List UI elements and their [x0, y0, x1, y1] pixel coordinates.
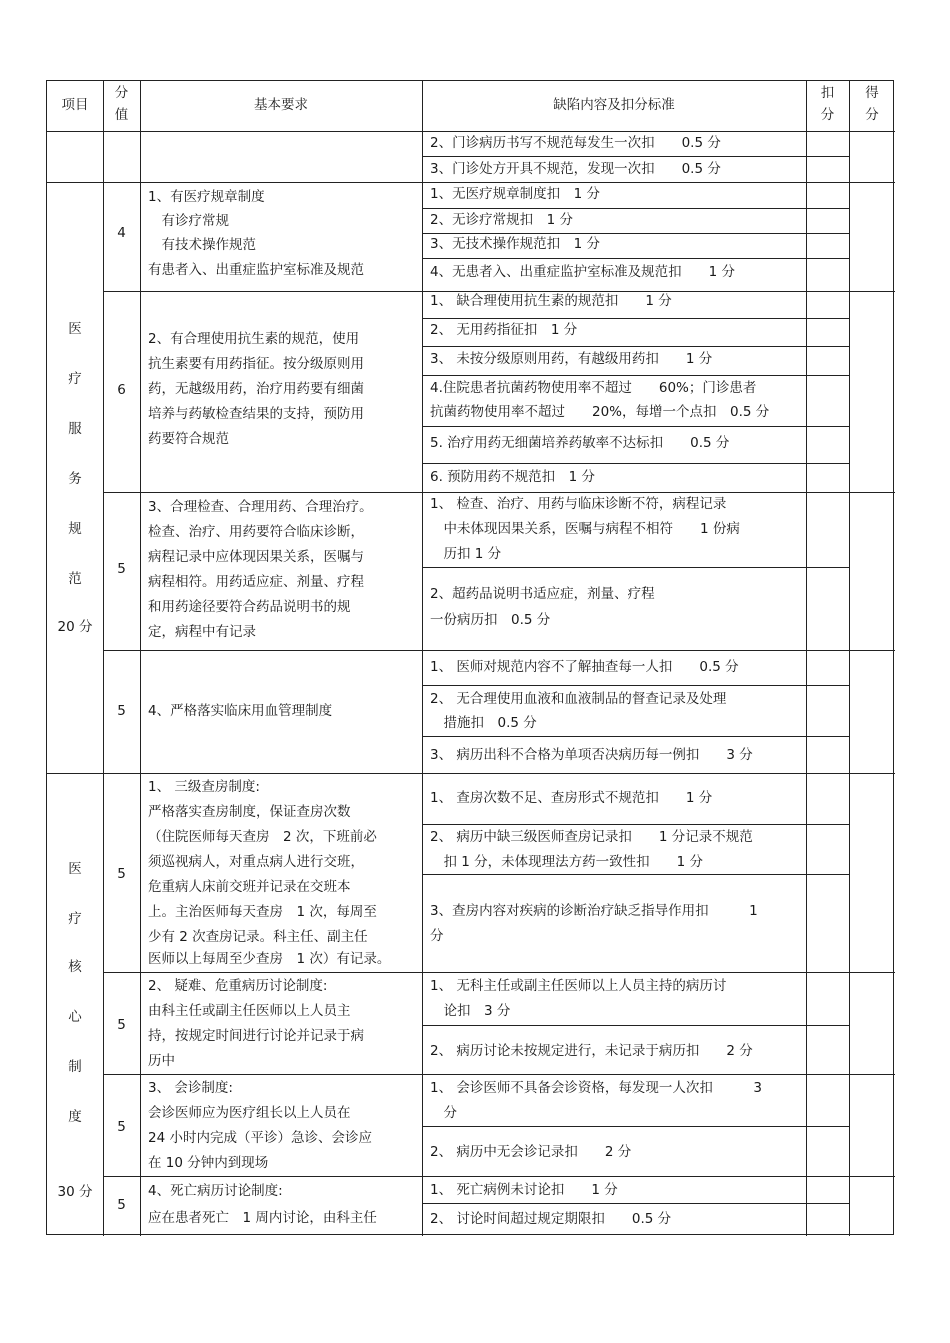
section-char: 疗 [68, 911, 82, 927]
subrow-line [422, 567, 849, 568]
header-got-bottom: 分 [865, 107, 879, 123]
defect-line: 措施扣 0.5 分 [430, 715, 537, 731]
defect-line: 3、 未按分级原则用药，有越级用药扣 1 分 [430, 351, 713, 367]
defect-line: 1、 缺合理使用抗生素的规范扣 1 分 [430, 293, 672, 309]
score-value: 4 [117, 225, 126, 241]
col-line-2 [140, 81, 141, 1236]
subrow-line [422, 463, 849, 464]
requirement-line: 少有 2 次查房记录。科主任、副主任 [148, 929, 368, 945]
defect-line: 3、门诊处方开具不规范，发现一次扣 0.5 分 [430, 161, 721, 177]
requirement-line: 2、有合理使用抗生素的规范，使用 [148, 331, 360, 347]
requirement-line: 定，病程中有记录 [148, 624, 256, 640]
defect-line: 2、超药品说明书适应症，剂量、疗程 [430, 586, 655, 602]
defect-line: 3、无技术操作规范扣 1 分 [430, 236, 600, 252]
requirement-line: 和用药途径要符合药品说明书的规 [148, 599, 351, 615]
requirement-line: 医师以上每周至少查房 1 次）有记录。 [148, 951, 391, 967]
requirement-line: 抗生素要有用药指征。按分级原则用 [148, 356, 364, 372]
requirement-line: 24 小时内完成（平诊）急诊、会诊应 [148, 1130, 372, 1146]
header-item: 项目 [61, 97, 89, 113]
requirement-line: 4、死亡病历讨论制度: [148, 1183, 283, 1199]
section-char: 核 [68, 959, 82, 975]
section-char: 服 [68, 421, 82, 437]
subrow-line [422, 1203, 849, 1204]
defect-line: 2、 病历中无会诊记录扣 2 分 [430, 1144, 632, 1160]
requirement-line: 有技术操作规范 [148, 237, 256, 253]
requirement-line: 应在患者死亡 1 周内讨论，由科主任 [148, 1210, 377, 1226]
defect-line: 一份病历扣 0.5 分 [430, 612, 551, 628]
assessment-table [46, 80, 894, 1235]
requirement-line: 严格落实查房制度，保证查房次数 [148, 804, 351, 820]
requirement-line: 1、 三级查房制度: [148, 779, 260, 795]
requirement-line: 持，按规定时间进行讨论并记录于病 [148, 1028, 364, 1044]
defect-line: 1、 会诊医师不具备会诊资格，每发现一人次扣 3 [430, 1080, 762, 1096]
section-char: 务 [68, 471, 82, 487]
subrow-line [422, 736, 849, 737]
defect-line: 中未体现因果关系，医嘱与病程不相符 1 份病 [430, 521, 740, 537]
defect-line: 2、门诊病历书写不规范每发生一次扣 0.5 分 [430, 135, 721, 151]
header-score-bottom: 值 [114, 107, 129, 123]
header-score-top: 分 [114, 85, 129, 101]
requirement-line: 检查、治疗、用药要符合临床诊断， [148, 524, 364, 540]
requirement-line: 危重病人床前交班并记录在交班本 [148, 879, 351, 895]
requirement-line: 在 10 分钟内到现场 [148, 1155, 269, 1171]
requirement-line: 有患者入、出重症监护室标准及规范 [148, 262, 364, 278]
requirement-line: （住院医师每天查房 2 次，下班前必 [148, 829, 377, 845]
requirement-line: 2、 疑难、危重病历讨论制度: [148, 978, 328, 994]
requirement-line: 培养与药敏检查结果的支持，预防用 [148, 406, 364, 422]
defect-line: 4.住院患者抗菌药物使用率不超过 60%；门诊患者 [430, 380, 757, 396]
section-char: 度 [68, 1109, 82, 1125]
header-deduct-top: 扣 [820, 85, 835, 101]
defect-line: 1、 查房次数不足、查房形式不规范扣 1 分 [430, 790, 713, 806]
col-line-1 [103, 81, 104, 1236]
section-char: 医 [68, 861, 82, 877]
section-total: 30 分 [57, 1184, 93, 1200]
defect-line: 3、 病历出科不合格为单项否决病历每一例扣 3 分 [430, 747, 753, 763]
defect-line: 分 [430, 1105, 457, 1121]
col-line-3 [422, 81, 423, 1236]
section-char: 医 [68, 321, 82, 337]
subrow-line [422, 258, 849, 259]
defect-line: 1、 死亡病例未讨论扣 1 分 [430, 1182, 618, 1198]
score-value: 6 [117, 382, 126, 398]
requirement-line: 3、 会诊制度: [148, 1080, 233, 1096]
defect-line: 2、 病历中缺三级医师查房记录扣 1 分记录不规范 [430, 829, 753, 845]
defect-line: 2、 无合理使用血液和血液制品的督查记录及处理 [430, 691, 727, 707]
score-value: 5 [117, 1197, 126, 1213]
subrow-line [422, 874, 849, 875]
col-line-5 [849, 81, 850, 1236]
requirement-line: 4、严格落实临床用血管理制度 [148, 703, 333, 719]
header-got-top: 得 [865, 85, 879, 101]
requirement-line: 须巡视病人，对重点病人进行交班， [148, 854, 364, 870]
header-defect: 缺陷内容及扣分标准 [553, 97, 675, 113]
section-char: 规 [68, 521, 82, 537]
requirement-line: 病程记录中应体现因果关系，医嘱与 [148, 549, 364, 565]
section-char: 范 [68, 571, 82, 587]
section-char: 心 [68, 1009, 82, 1025]
defect-line: 3、查房内容对疾病的诊断治疗缺乏指导作用扣 1 [430, 903, 758, 919]
header-deduct-bottom: 分 [820, 107, 835, 123]
group-line [103, 650, 895, 651]
defect-line: 抗菌药物使用率不超过 20%，每增一个点扣 0.5 分 [430, 404, 770, 420]
defect-line: 6. 预防用药不规范扣 1 分 [430, 469, 596, 485]
defect-line: 1、 无科主任或副主任医师以上人员主持的病历讨 [430, 978, 727, 994]
section-char: 疗 [68, 371, 82, 387]
requirement-line: 3、合理检查、合理用药、合理治疗。 [148, 499, 373, 515]
defect-line: 2、无诊疗常规扣 1 分 [430, 212, 573, 228]
subrow-line [422, 1126, 849, 1127]
section2-top-line [47, 773, 895, 774]
requirement-line: 病程相符。用药适应症、剂量、疗程 [148, 574, 364, 590]
requirement-line: 1、有医疗规章制度 [148, 189, 265, 205]
requirement-line: 上。主治医师每天查房 1 次，每周至 [148, 904, 377, 920]
requirement-line: 由科主任或副主任医师以上人员主 [148, 1003, 351, 1019]
defect-line: 4、无患者入、出重症监护室标准及规范扣 1 分 [430, 264, 735, 280]
requirement-line: 会诊医师应为医疗组长以上人员在 [148, 1105, 351, 1121]
defect-line: 分 [430, 928, 444, 944]
defect-line: 2、 无用药指征扣 1 分 [430, 322, 578, 338]
defect-line: 2、 病历讨论未按规定进行，未记录于病历扣 2 分 [430, 1043, 753, 1059]
defect-line: 1、 检查、治疗、用药与临床诊断不符，病程记录 [430, 496, 727, 512]
col-line-4 [806, 81, 807, 1236]
subrow-line [422, 426, 849, 427]
defect-line: 1、无医疗规章制度扣 1 分 [430, 186, 600, 202]
header-requirement: 基本要求 [254, 97, 308, 113]
subrow-line [422, 685, 849, 686]
requirement-line: 药要符合规范 [148, 431, 229, 447]
defect-line: 论扣 3 分 [430, 1003, 511, 1019]
score-value: 5 [117, 561, 126, 577]
score-value: 5 [117, 866, 126, 882]
subrow-line [422, 1025, 849, 1026]
group-line [103, 1176, 895, 1177]
requirement-line: 药，无越级用药，治疗用药要有细菌 [148, 381, 364, 397]
defect-line: 2、 讨论时间超过规定期限扣 0.5 分 [430, 1211, 672, 1227]
requirement-line: 历中 [148, 1053, 175, 1069]
defect-line: 历扣 1 分 [430, 546, 502, 562]
section-char: 制 [68, 1059, 82, 1075]
score-value: 5 [117, 1119, 126, 1135]
score-value: 5 [117, 1017, 126, 1033]
requirement-line: 有诊疗常规 [148, 213, 229, 229]
defect-line: 扣 1 分，未体现理法方药一致性扣 1 分 [430, 854, 704, 870]
defect-line: 1、 医师对规范内容不了解抽查每一人扣 0.5 分 [430, 659, 739, 675]
score-value: 5 [117, 703, 126, 719]
section-total: 20 分 [57, 619, 93, 635]
group-line [103, 1074, 895, 1075]
defect-line: 5. 治疗用药无细菌培养药敏率不达标扣 0.5 分 [430, 435, 730, 451]
group-line [103, 972, 895, 973]
